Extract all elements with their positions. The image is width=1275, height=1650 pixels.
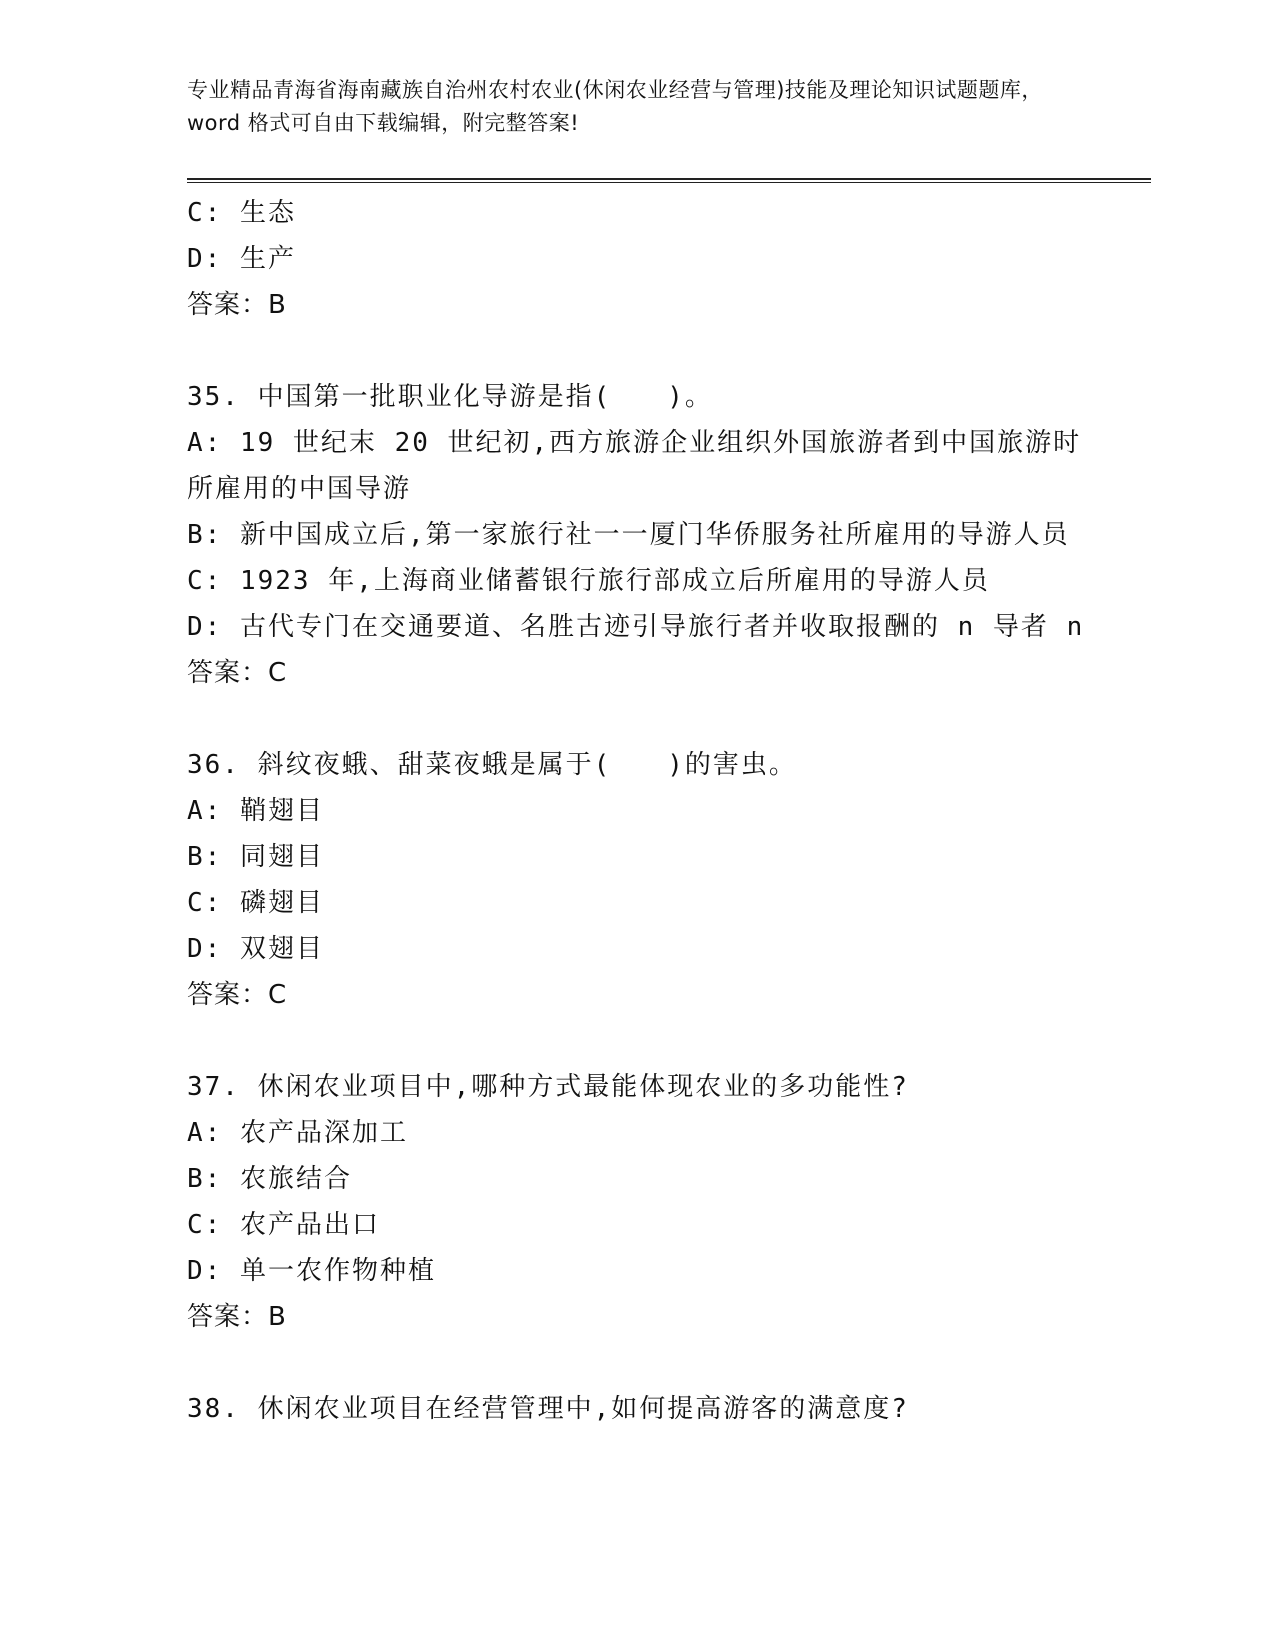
header-divider-thin	[187, 182, 1151, 183]
option-d: D: 单一农作物种植	[187, 1256, 436, 1286]
spacer	[187, 1340, 1097, 1386]
option-c: C: 磷翅目	[187, 888, 324, 918]
answer-line: 答案：B	[187, 1302, 287, 1332]
question-stem: 36. 斜纹夜蛾、甜菜夜蛾是属于( )的害虫。	[187, 750, 797, 780]
question-35	[187, 374, 1097, 696]
spacer	[187, 1018, 1097, 1064]
question-stem: 35. 中国第一批职业化导游是指( )。	[187, 382, 713, 412]
question-38	[187, 1386, 1097, 1432]
carryover-block	[187, 190, 1097, 328]
document-header: 专业精品青海省海南藏族自治州农村农业(休闲农业经营与管理)技能及理论知识试题题库，word 格式可自由下载编辑，附完整答案!	[187, 78, 1043, 135]
answer-line: 答案：C	[187, 980, 288, 1010]
spacer	[187, 696, 1097, 742]
option-b: B: 农旅结合	[187, 1164, 352, 1194]
option-d: D: 生产	[187, 244, 296, 274]
option-b: B: 同翅目	[187, 842, 324, 872]
question-stem: 37. 休闲农业项目中,哪种方式最能体现农业的多功能性?	[187, 1072, 909, 1102]
option-d: D: 古代专门在交通要道、名胜古迹引导旅行者并收取报酬的 n 导者 n	[187, 612, 1085, 642]
option-c: C: 1923 年,上海商业储蓄银行旅行部成立后所雇用的导游人员	[187, 566, 990, 596]
answer-line: 答案：C	[187, 658, 288, 688]
option-a: A: 农产品深加工	[187, 1118, 408, 1148]
option-c: C: 生态	[187, 198, 296, 228]
header-divider	[187, 178, 1151, 180]
option-d: D: 双翅目	[187, 934, 324, 964]
option-a: A: 19 世纪末 20 世纪初,西方旅游企业组织外国旅游者到中国旅游时所雇用的中国导游	[187, 428, 1082, 504]
question-list	[187, 190, 1097, 1432]
question-36	[187, 742, 1097, 1018]
option-a: A: 鞘翅目	[187, 796, 324, 826]
answer-line: 答案：B	[187, 290, 287, 320]
option-b: B: 新中国成立后,第一家旅行社一一厦门华侨服务社所雇用的导游人员	[187, 520, 1070, 550]
question-stem: 38. 休闲农业项目在经营管理中,如何提高游客的满意度?	[187, 1394, 909, 1424]
question-37	[187, 1064, 1097, 1340]
spacer	[187, 328, 1097, 374]
option-c: C: 农产品出口	[187, 1210, 380, 1240]
